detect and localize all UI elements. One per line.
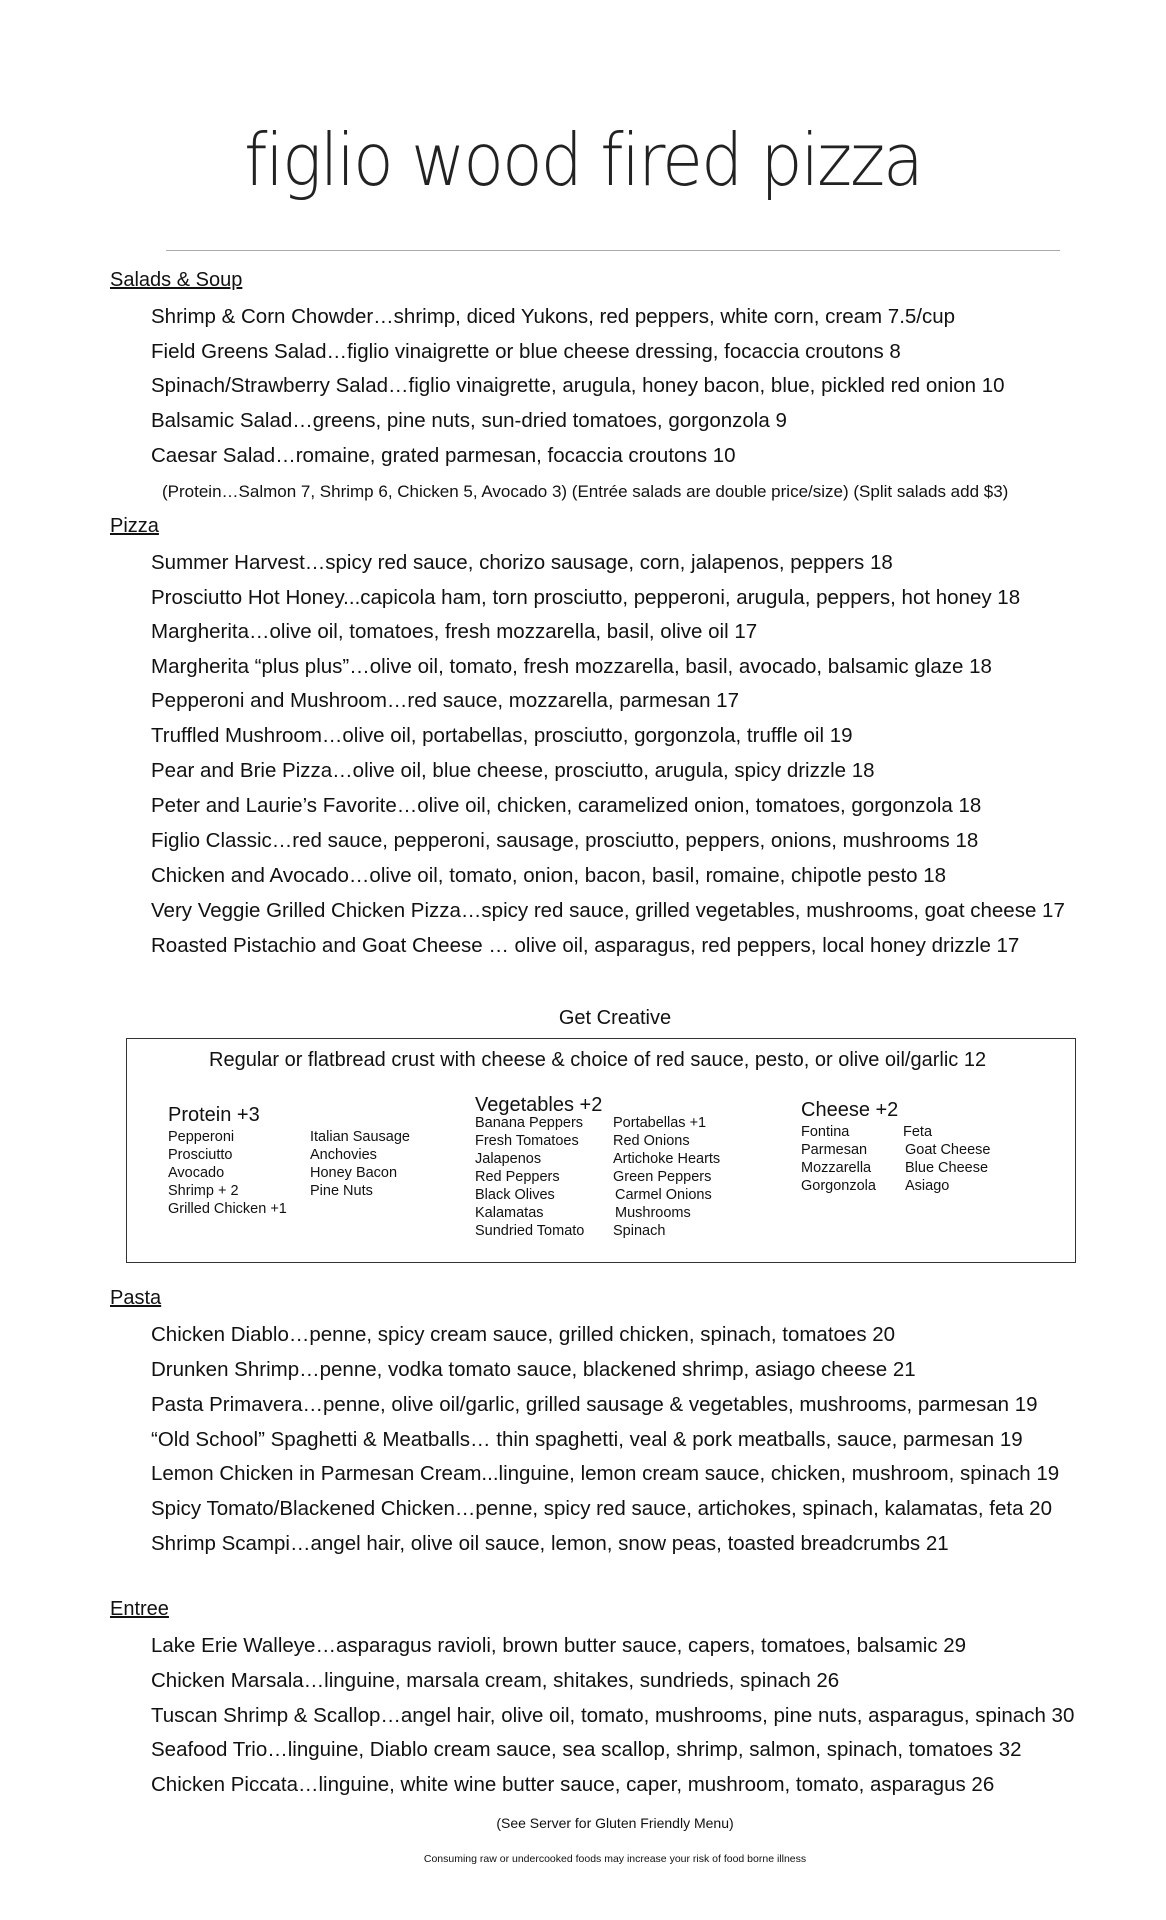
menu-item: Chicken Piccata…linguine, white wine butter sauce, caper, mushroom, tomato, asparagus 26 <box>151 1773 995 1796</box>
menu-item: Prosciutto Hot Honey...capicola ham, torn prosciutto, pepperoni, arugula, peppers, hot honey 18 <box>151 586 1021 609</box>
section-heading-pizza: Pizza <box>110 515 159 537</box>
menu-item: Tuscan Shrimp & Scallop…angel hair, olive oil, tomato, mushrooms, pine nuts, asparagus, spinach 30 <box>151 1704 1075 1727</box>
menu-item: Lemon Chicken in Parmesan Cream...linguine, lemon cream sauce, chicken, mushroom, spinach 19 <box>151 1462 1060 1485</box>
menu-item: Truffled Mushroom…olive oil, portabellas, prosciutto, gorgonzola, truffle oil 19 <box>151 724 853 747</box>
menu-item: Seafood Trio…linguine, Diablo cream sauce, sea scallop, shrimp, salmon, spinach, tomatoes 32 <box>151 1738 1022 1761</box>
salad-protein-note: (Protein…Salmon 7, Shrimp 6, Chicken 5, Avocado 3) (Entrée salads are double price/size) (Split salads add $3) <box>162 482 1009 501</box>
menu-item: Chicken Diablo…penne, spicy cream sauce, grilled chicken, spinach, tomatoes 20 <box>151 1323 896 1346</box>
get-creative-description: Regular or flatbread crust with cheese & choice of red sauce, pesto, or olive oil/garlic 12 <box>209 1049 987 1071</box>
topping-option: Honey Bacon <box>310 1165 398 1181</box>
topping-option: Mushrooms <box>615 1205 691 1221</box>
menu-item: Spinach/Strawberry Salad…figlio vinaigrette, arugula, honey bacon, blue, pickled red onion 10 <box>151 374 1005 397</box>
menu-item: Figlio Classic…red sauce, pepperoni, sausage, prosciutto, peppers, onions, mushrooms 18 <box>151 829 979 852</box>
topping-option: Anchovies <box>310 1147 377 1163</box>
topping-option: Sundried Tomato <box>475 1223 585 1239</box>
menu-item: Pasta Primavera…penne, olive oil/garlic, grilled sausage & vegetables, mushrooms, parmesan 19 <box>151 1393 1038 1416</box>
menu-item: Chicken Marsala…linguine, marsala cream, shitakes, sundrieds, spinach 26 <box>151 1669 840 1692</box>
topping-option: Prosciutto <box>168 1147 233 1163</box>
menu-item: Margherita “plus plus”…olive oil, tomato, fresh mozzarella, basil, avocado, balsamic glaze 18 <box>151 655 992 678</box>
get-creative-title: Get Creative <box>558 1007 672 1029</box>
protein-heading: Protein +3 <box>168 1104 260 1126</box>
topping-option: Pepperoni <box>168 1129 235 1145</box>
menu-item: Very Veggie Grilled Chicken Pizza…spicy red sauce, grilled vegetables, mushrooms, goat cheese 17 <box>151 899 1065 922</box>
menu-item: Peter and Laurie’s Favorite…olive oil, chicken, caramelized onion, tomatoes, gorgonzola 18 <box>151 794 982 817</box>
topping-option: Parmesan <box>801 1142 868 1158</box>
section-heading-entree: Entree <box>110 1598 169 1620</box>
vegetables-heading: Vegetables +2 <box>475 1094 603 1116</box>
menu-item: Roasted Pistachio and Goat Cheese … olive oil, asparagus, red peppers, local honey drizzle 17 <box>151 934 1020 957</box>
topping-option: Mozzarella <box>801 1160 872 1176</box>
topping-option: Black Olives <box>475 1187 555 1203</box>
topping-option: Spinach <box>613 1223 666 1239</box>
topping-option: Green Peppers <box>613 1169 712 1185</box>
section-heading-salads: Salads & Soup <box>110 269 243 291</box>
topping-option: Shrimp + 2 <box>168 1183 239 1199</box>
menu-item: Margherita…olive oil, tomatoes, fresh mozzarella, basil, olive oil 17 <box>151 620 758 643</box>
topping-option: Banana Peppers <box>475 1115 584 1131</box>
topping-option: Red Peppers <box>475 1169 560 1185</box>
cheese-heading: Cheese +2 <box>801 1099 899 1121</box>
topping-option: Asiago <box>905 1178 950 1194</box>
topping-option: Avocado <box>168 1165 225 1181</box>
gluten-free-note: (See Server for Gluten Friendly Menu) <box>496 1815 734 1831</box>
section-heading-pasta: Pasta <box>110 1287 162 1309</box>
topping-option: Pine Nuts <box>310 1183 373 1199</box>
menu-item: Drunken Shrimp…penne, vodka tomato sauce, blackened shrimp, asiago cheese 21 <box>151 1358 916 1381</box>
topping-option: Carmel Onions <box>615 1187 712 1203</box>
topping-option: Jalapenos <box>475 1151 542 1167</box>
topping-option: Italian Sausage <box>310 1129 410 1145</box>
menu-item: Chicken and Avocado…olive oil, tomato, onion, bacon, basil, romaine, chipotle pesto 18 <box>151 864 947 887</box>
menu-item: Lake Erie Walleye…asparagus ravioli, brown butter sauce, capers, tomatoes, balsamic 29 <box>151 1634 967 1657</box>
food-safety-warning: Consuming raw or undercooked foods may increase your risk of food borne illness <box>423 1853 807 1865</box>
topping-option: Kalamatas <box>475 1205 544 1221</box>
menu-item: Shrimp & Corn Chowder…shrimp, diced Yukons, red peppers, white corn, cream 7.5/cup <box>151 305 956 328</box>
restaurant-title: figlio wood fired pizza <box>244 118 922 202</box>
menu-item: Spicy Tomato/Blackened Chicken…penne, spicy red sauce, artichokes, spinach, kalamatas, feta 20 <box>151 1497 1052 1520</box>
topping-option: Goat Cheese <box>905 1142 991 1158</box>
menu-item: Summer Harvest…spicy red sauce, chorizo sausage, corn, jalapenos, peppers 18 <box>151 551 893 574</box>
topping-option: Feta <box>903 1124 933 1140</box>
topping-option: Artichoke Hearts <box>613 1151 721 1167</box>
title-divider <box>166 250 1060 251</box>
menu-item: Pear and Brie Pizza…olive oil, blue cheese, prosciutto, arugula, spicy drizzle 18 <box>151 759 875 782</box>
menu-item: Pepperoni and Mushroom…red sauce, mozzarella, parmesan 17 <box>151 689 739 712</box>
menu-item: “Old School” Spaghetti & Meatballs… thin spaghetti, veal & pork meatballs, sauce, parmesan 19 <box>151 1428 1023 1451</box>
menu-item: Caesar Salad…romaine, grated parmesan, focaccia croutons 10 <box>151 444 736 467</box>
topping-option: Fresh Tomatoes <box>475 1133 579 1149</box>
topping-option: Red Onions <box>613 1133 690 1149</box>
menu-item: Balsamic Salad…greens, pine nuts, sun-dried tomatoes, gorgonzola 9 <box>151 409 787 432</box>
topping-option: Fontina <box>801 1124 850 1140</box>
topping-option: Gorgonzola <box>801 1178 876 1194</box>
menu-item: Shrimp Scampi…angel hair, olive oil sauce, lemon, snow peas, toasted breadcrumbs 21 <box>151 1532 949 1555</box>
topping-option: Blue Cheese <box>905 1160 989 1176</box>
topping-option: Grilled Chicken +1 <box>168 1201 287 1217</box>
menu-item: Field Greens Salad…figlio vinaigrette or blue cheese dressing, focaccia croutons 8 <box>151 340 901 363</box>
get-creative-box <box>126 1038 1076 1263</box>
topping-option: Portabellas +1 <box>613 1115 707 1131</box>
